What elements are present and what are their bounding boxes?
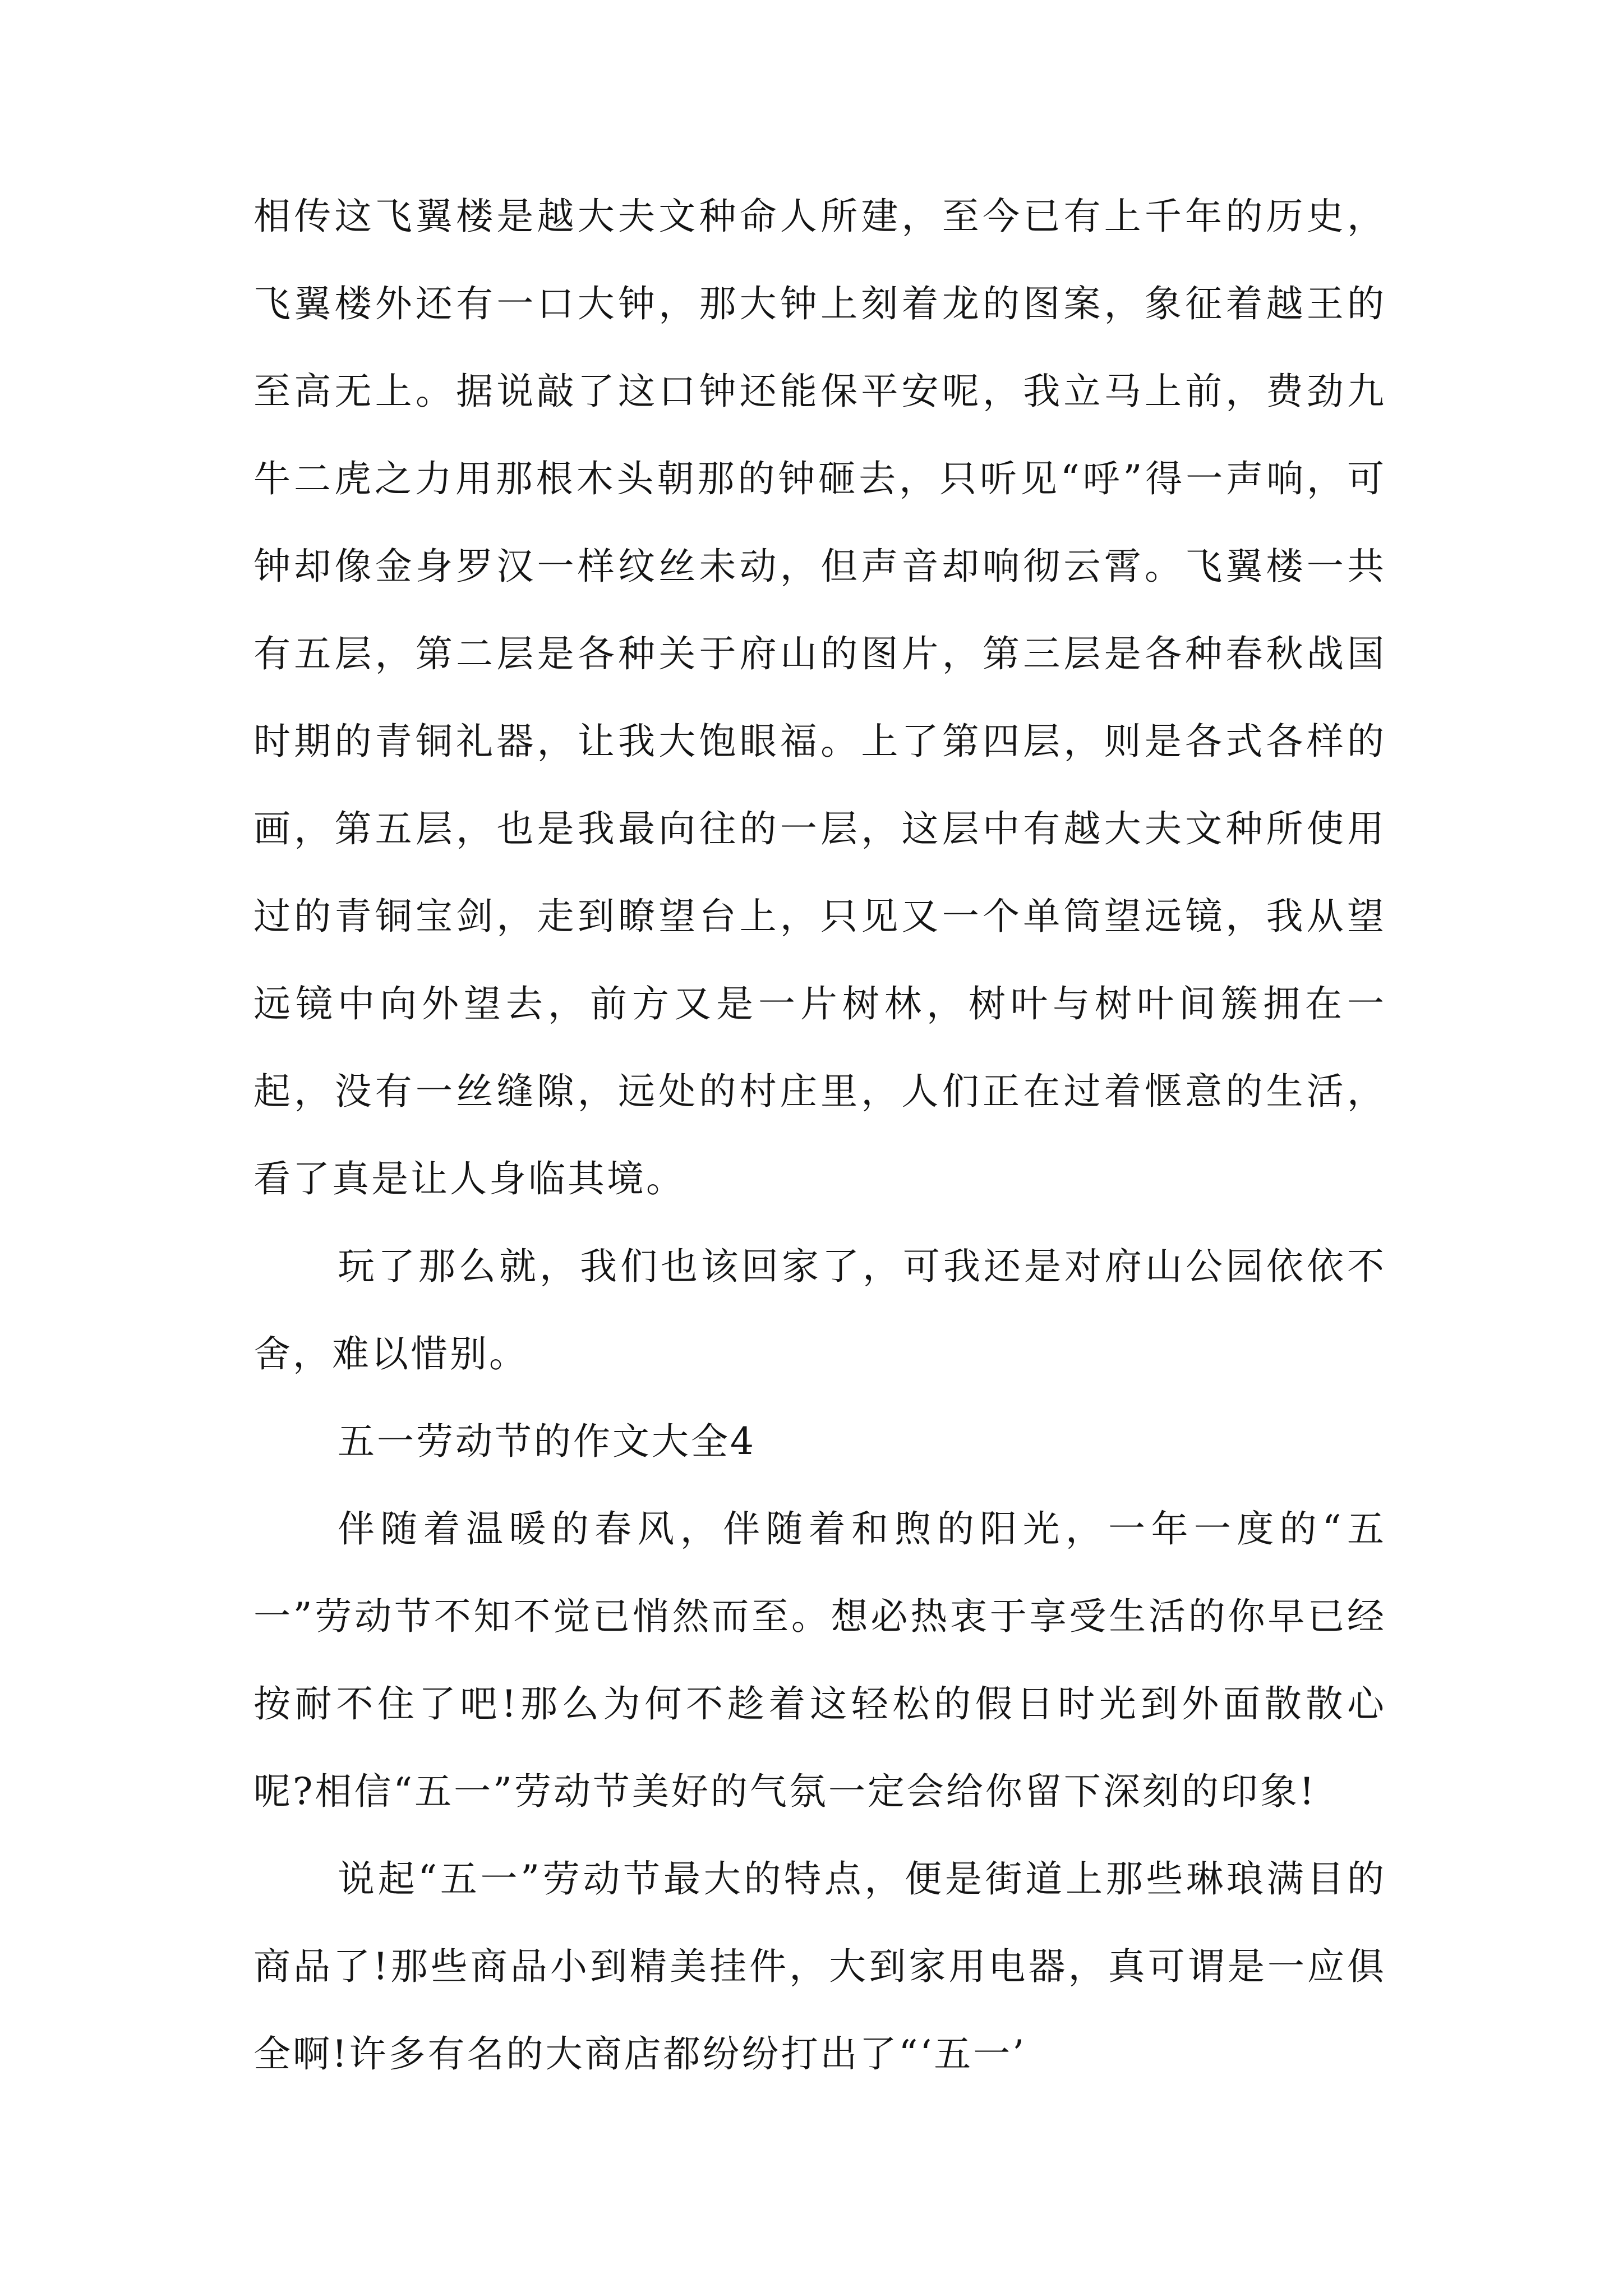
paragraph-going-home: 玩了那么就，我们也该回家了，可我还是对府山公园依依不舍，难以惜别。 bbox=[253, 1245, 1386, 1375]
paragraph-feiyi-tower: 相传这飞翼楼是越大夫文种命人所建，至今已有上千年的历史，飞翼楼外还有一口大钟，那大钟上刻着龙的图案，象征着越王的至高无上。据说敲了这口钟还能保平安呢，我立马上前，费劲九牛二虎之力用那根木头朝那的钟砸去，只听见“呼”得一声响，可钟却像金身罗汉一样纹丝未动，但声音却响彻云霄。飞翼楼一共有五层，第二层是各种关于府山的图片，第三层是各种春秋战国时期的青铜礼器，让我大饱眼福。上了第四层，则是各式各样的画，第五层，也是我最向往的一层，这层中有越大夫文种所使用过的青铜宝剑，走到瞭望台上，只见又一个单筒望远镜，我从望远镜中向外望去，前方又是一片树林，树叶与树叶间簇拥在一起，没有一丝缝隙，远处的村庄里，人们正在过着惬意的生活，看了真是让人身临其境。 bbox=[253, 195, 1386, 1200]
document-body bbox=[253, 173, 1386, 2098]
section-heading: 五一劳动节的作文大全4 bbox=[338, 1420, 756, 1463]
paragraph-labor-day-intro: 伴随着温暖的春风，伴随着和煦的阳光，一年一度的“五一”劳动节不知不觉已悄然而至。想必热衷于享受生活的你早已经按耐不住了吧!那么为何不趁着这轻松的假日时光到外面散散心呢?相信“五一”劳动节美好的气氛一定会给你留下深刻的印象! bbox=[253, 1507, 1386, 1813]
paragraph-labor-day-shopping: 说起“五一”劳动节最大的特点，便是街道上那些琳琅满目的商品了!那些商品小到精美挂件，大到家用电器，真可谓是一应俱全啊!许多有名的大商店都纷纷打出了“‘五一’ bbox=[253, 1857, 1386, 2076]
